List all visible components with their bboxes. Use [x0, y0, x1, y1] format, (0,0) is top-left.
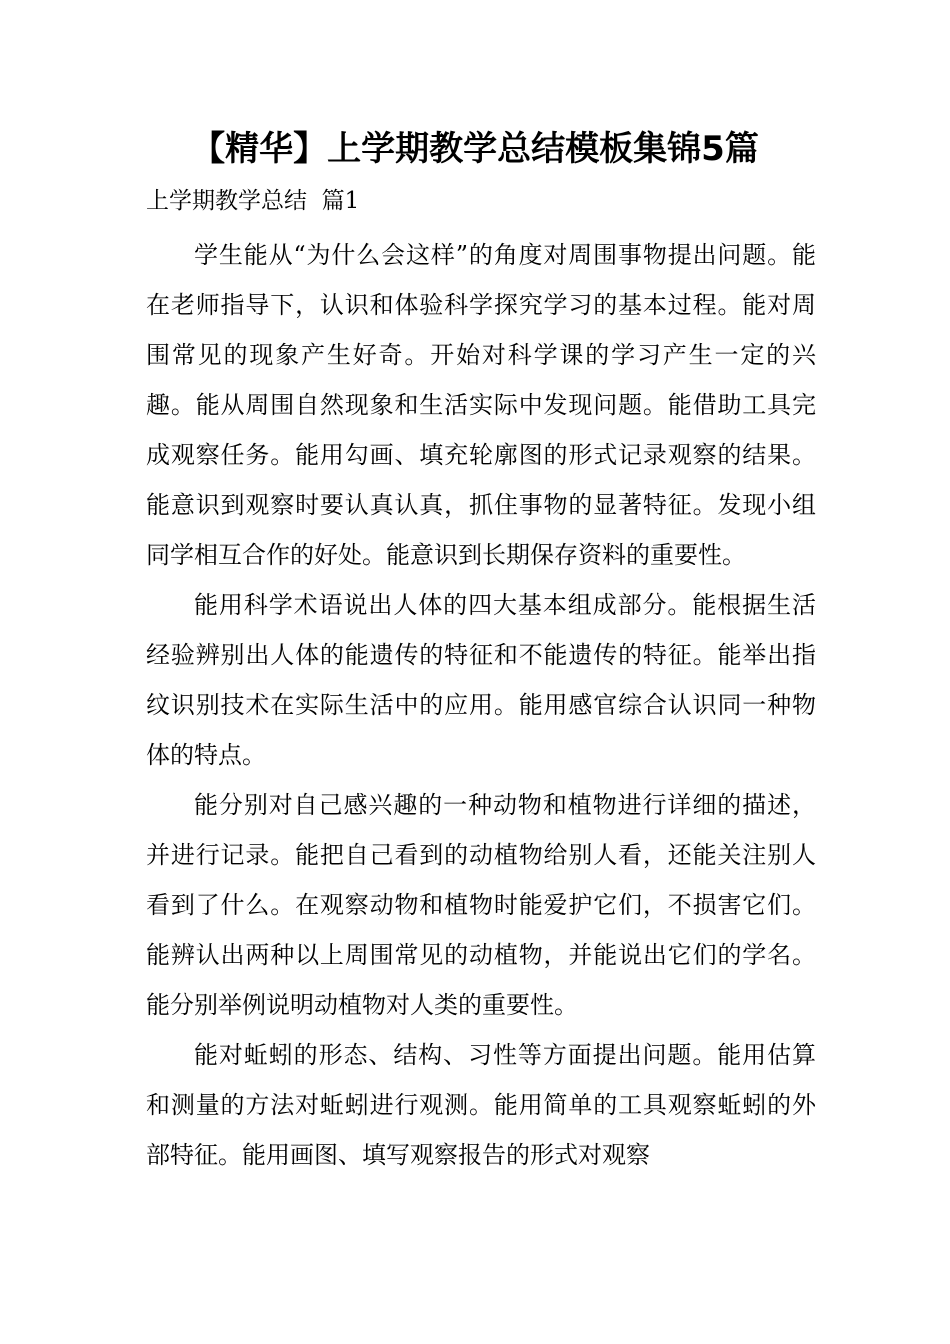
- section-heading: 上学期教学总结 篇1: [146, 188, 360, 214]
- paragraph: 能对蚯蚓的形态、结构、习性等方面提出问题。能用估算和测量的方法对蚯蚓进行观测。能用简单的工具观察蚯蚓的外部特征。能用画图、填写观察报告的形式对观察: [146, 1041, 816, 1169]
- document-title: 【精华】上学期教学总结模板集锦5篇: [191, 129, 759, 169]
- paragraph: 学生能从“为什么会这样”的角度对周围事物提出问题。能在老师指导下，认识和体验科学探究学习的基本过程。能对周围常见的现象产生好奇。开始对科学课的学习产生一定的兴趣。能从周围自然现象和生活实际中发现问题。能借助工具完成观察任务。能用勾画、填充轮廓图的形式记录观察的结果。能意识到观察时要认真认真，抓住事物的显著特征。发现小组同学相互合作的好处。能意识到长期保存资料的重要性。: [146, 241, 816, 569]
- paragraph: 能分别对自己感兴趣的一种动物和植物进行详细的描述，并进行记录。能把自己看到的动植物给别人看，还能关注别人看到了什么。在观察动物和植物时能爱护它们，不损害它们。能辨认出两种以上周围常见的动植物，并能说出它们的学名。能分别举例说明动植物对人类的重要性。: [146, 791, 816, 1019]
- document-body: [146, 230, 816, 1180]
- paragraph: 能用科学术语说出人体的四大基本组成部分。能根据生活经验辨别出人体的能遗传的特征和不能遗传的特征。能举出指纹识别技术在实际生活中的应用。能用感官综合认识同一种物体的特点。: [146, 591, 816, 769]
